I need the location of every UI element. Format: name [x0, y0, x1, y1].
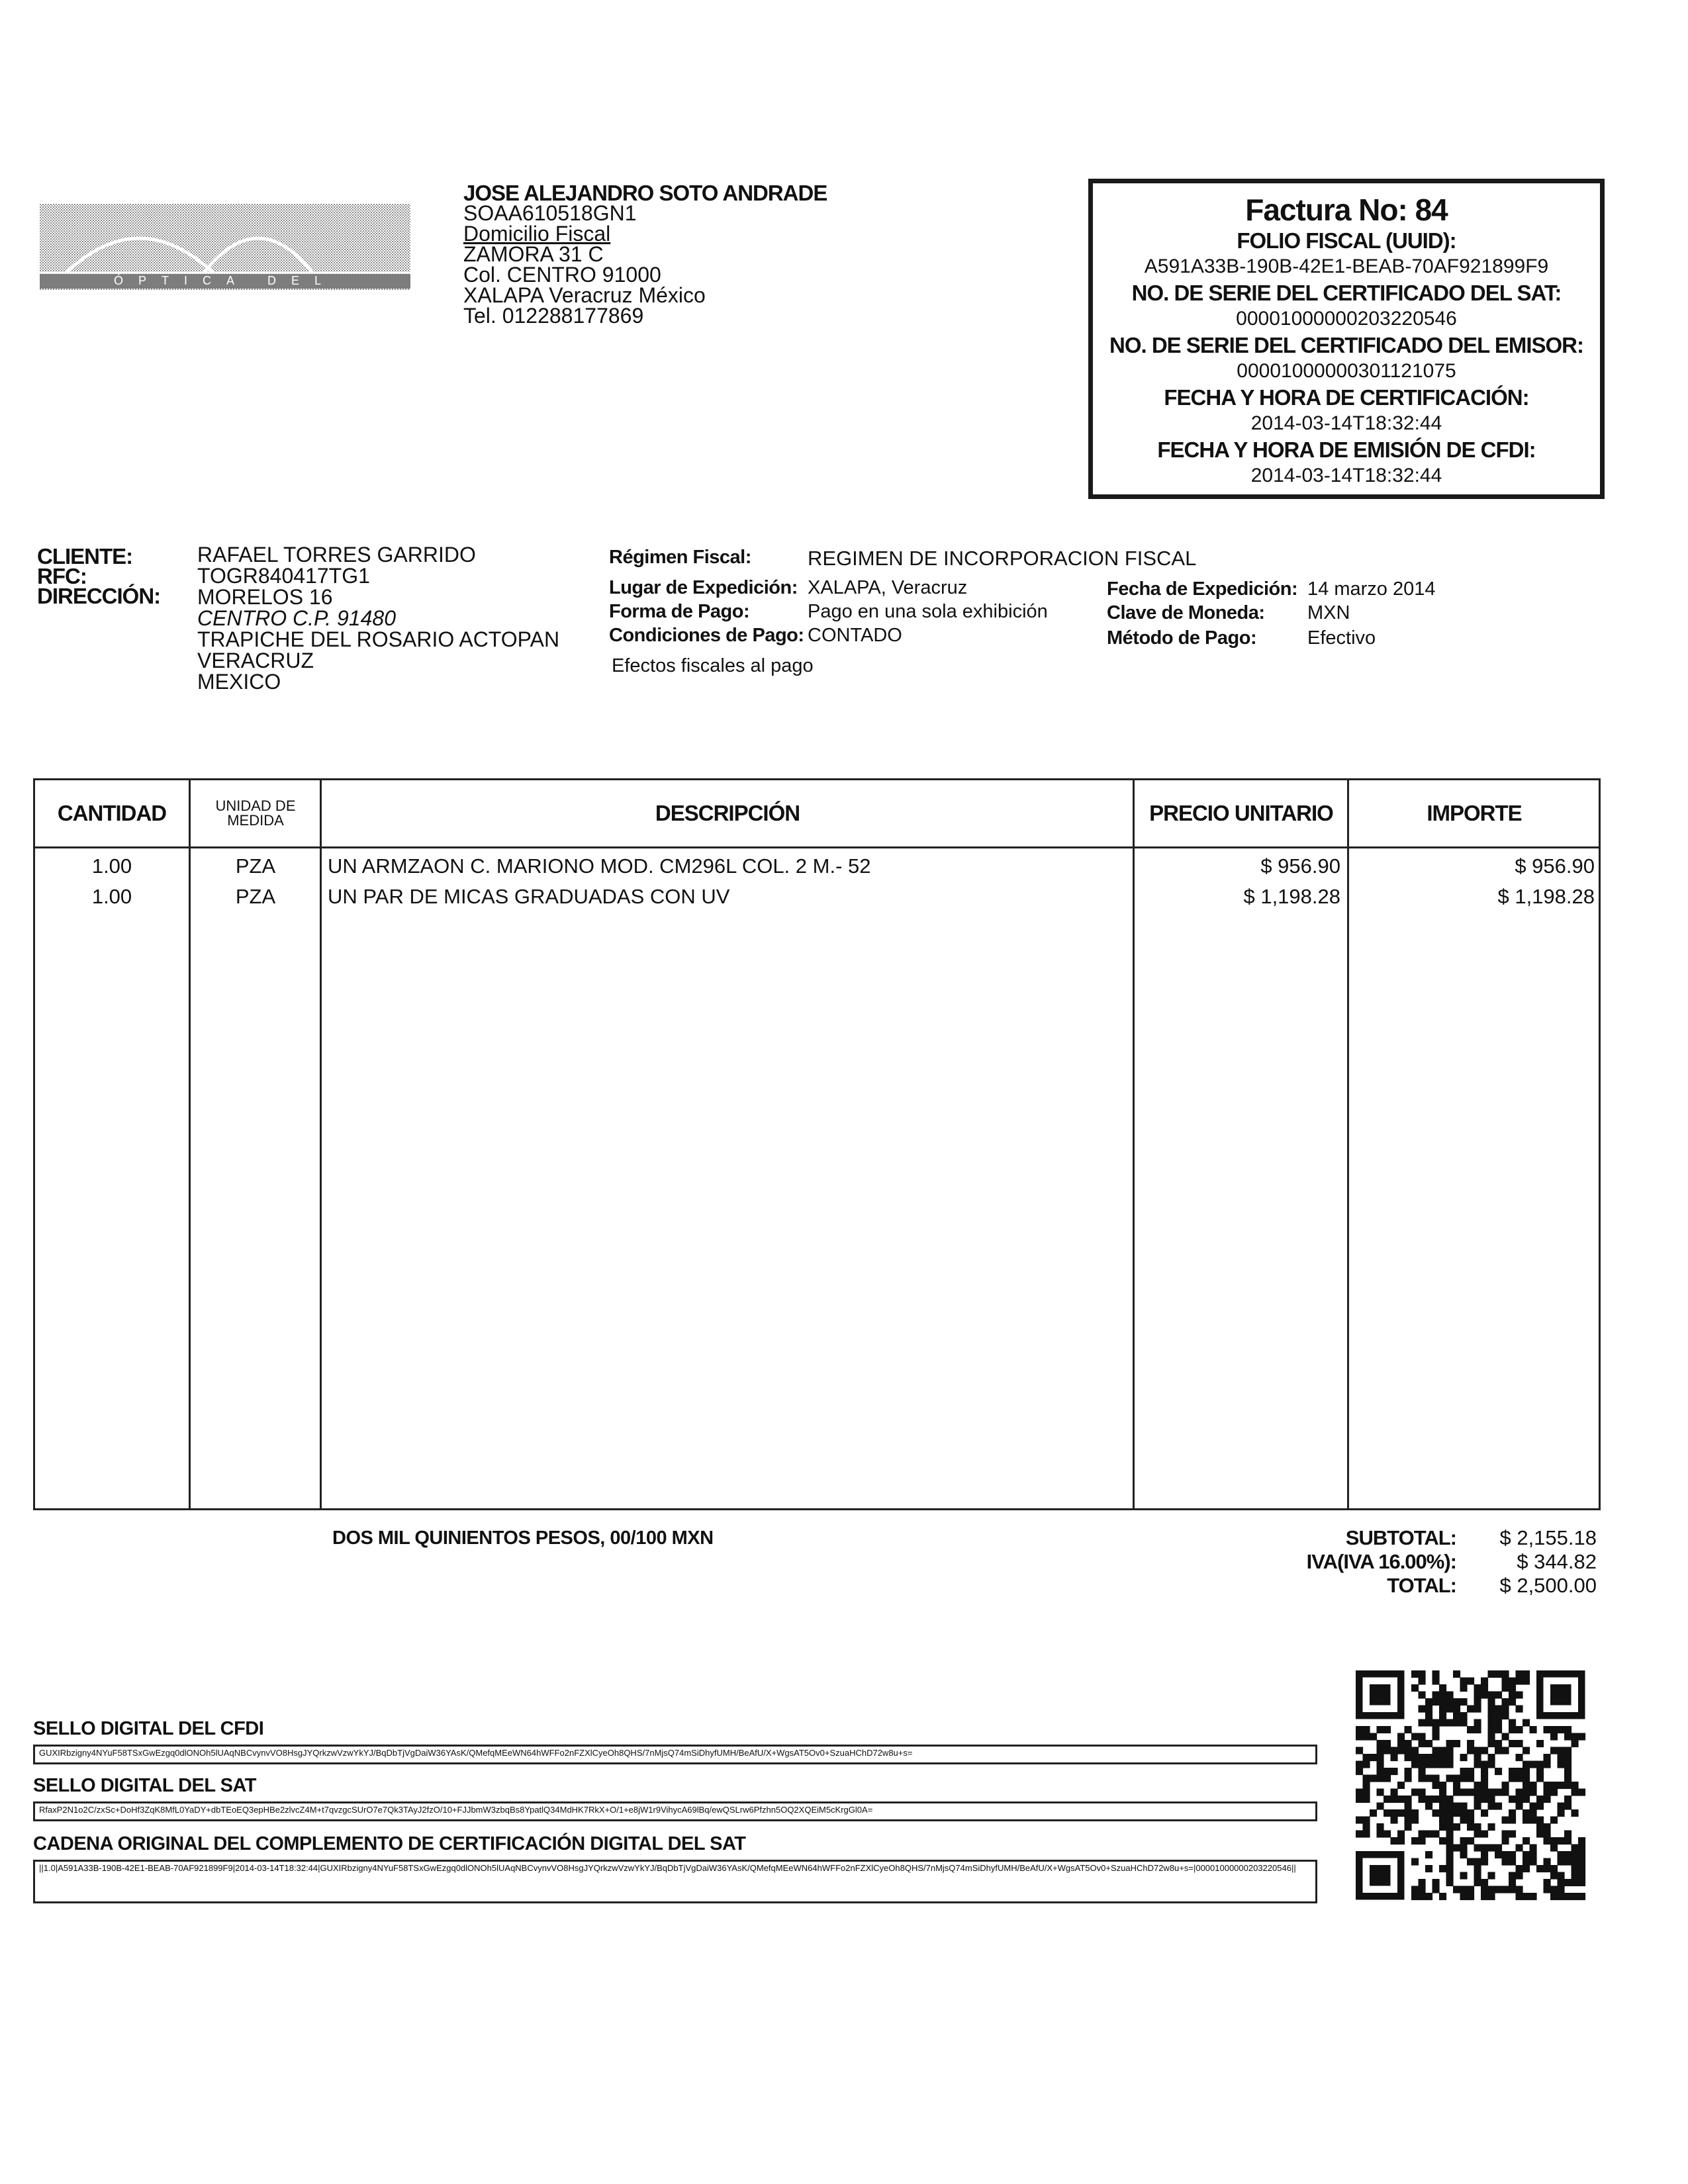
serie-sat-value: 00001000000203220546	[1236, 308, 1457, 330]
client-state: VERACRUZ	[197, 649, 314, 672]
issuer-street: ZAMORA 31 C	[463, 242, 604, 266]
sello-cfdi-value: GUXIRbzigny4NYuF58TSxGwEzgq0dlONOh5lUAqNBCvynvVO8HsgJYQrkzwVzwYkYJ/BqDbTjVgDaiW36YAsK/QMefqMEeWN64hWFFo2nFZXlCyeOh8QHS/7nMjsQ74mSiDhyfUMH/BeAfU/X+WgsAT5Ov0+SzuaHChD72w8u+s=	[33, 1745, 1317, 1764]
total-label: TOTAL:	[1387, 1574, 1456, 1597]
serie-emisor-label: NO. DE SERIE DEL CERTIFICADO DEL EMISOR:	[1109, 333, 1584, 357]
row2-cantidad: 1.00	[91, 885, 132, 908]
client-country: MEXICO	[197, 670, 281, 694]
items-table	[33, 778, 1601, 1510]
issuer-name: JOSE ALEJANDRO SOTO ANDRADE	[463, 181, 827, 205]
efectos-fiscales: Efectos fiscales al pago	[612, 655, 814, 676]
fecha-cert-label: FECHA Y HORA DE CERTIFICACIÓN:	[1164, 385, 1529, 410]
forma-value: Pago en una sola exhibición	[808, 601, 1048, 622]
table-header-divider	[35, 846, 1599, 848]
fecha-emision-label: FECHA Y HORA DE EMISIÓN DE CFDI:	[1157, 437, 1536, 462]
condiciones-value: CONTADO	[808, 625, 902, 646]
factura-info-box	[1088, 179, 1605, 499]
sello-sat-label: SELLO DIGITAL DEL SAT	[33, 1775, 256, 1796]
issuer-city: XALAPA Veracruz México	[463, 283, 706, 307]
subtotal-label: SUBTOTAL:	[1345, 1526, 1456, 1549]
factura-title: Factura No: 84	[1245, 193, 1448, 227]
row1-descripcion: UN ARMZAON C. MARIONO MOD. CM296L COL. 2 M.- 52	[328, 854, 871, 878]
row1-precio: $ 956.90	[1260, 854, 1340, 878]
row2-importe: $ 1,198.28	[1497, 885, 1595, 908]
direccion-label: DIRECCIÓN:	[37, 584, 161, 608]
fecha-exp-label: Fecha de Expedición:	[1107, 578, 1298, 600]
regimen-label: Régimen Fiscal:	[609, 547, 751, 568]
fecha-emision-value: 2014-03-14T18:32:44	[1250, 465, 1442, 486]
table-divider	[189, 780, 191, 1508]
fecha-cert-value: 2014-03-14T18:32:44	[1250, 412, 1442, 434]
metodo-value: Efectivo	[1307, 627, 1376, 649]
client-street: MORELOS 16	[197, 585, 333, 609]
logo-text: ÓPTICA DEL CORREO	[113, 274, 337, 303]
issuer-colony: Col. CENTRO 91000	[463, 263, 661, 287]
table-divider	[1347, 780, 1349, 1508]
forma-label: Forma de Pago:	[609, 601, 750, 622]
moneda-label: Clave de Moneda:	[1107, 602, 1265, 623]
cadena-label: CADENA ORIGINAL DEL COMPLEMENTO DE CERTIFICACIÓN DIGITAL DEL SAT	[33, 1833, 746, 1854]
issuer-block	[463, 183, 827, 326]
issuer-rfc: SOAA610518GN1	[463, 201, 637, 225]
lugar-value: XALAPA, Veracruz	[808, 577, 968, 598]
row2-unidad: PZA	[235, 885, 276, 908]
metodo-label: Método de Pago:	[1107, 627, 1257, 649]
row1-importe: $ 956.90	[1515, 854, 1595, 878]
total-value: $ 2,500.00	[1499, 1574, 1597, 1597]
lugar-label: Lugar de Expedición:	[609, 577, 798, 598]
iva-label: IVA(IVA 16.00%):	[1306, 1550, 1456, 1573]
iva-value: $ 344.82	[1517, 1550, 1597, 1573]
qr-code-icon	[1356, 1670, 1587, 1903]
header-cantidad: CANTIDAD	[57, 801, 167, 825]
client-colony: CENTRO C.P. 91480	[197, 606, 396, 630]
row1-cantidad: 1.00	[91, 854, 132, 878]
row2-descripcion: UN PAR DE MICAS GRADUADAS CON UV	[328, 885, 730, 908]
fecha-exp-value: 14 marzo 2014	[1307, 578, 1436, 600]
header-unidad: UNIDAD DE MEDIDA	[215, 797, 296, 829]
condiciones-label: Condiciones de Pago:	[609, 625, 804, 646]
serie-sat-label: NO. DE SERIE DEL CERTIFICADO DEL SAT:	[1131, 281, 1562, 305]
folio-value: A591A33B-190B-42E1-BEAB-70AF921899F9	[1144, 255, 1549, 277]
amount-in-words: DOS MIL QUINIENTOS PESOS, 00/100 MXN	[332, 1527, 714, 1549]
header-precio: PRECIO UNITARIO	[1149, 801, 1333, 825]
domicilio-label: Domicilio Fiscal	[463, 222, 611, 246]
subtotal-value: $ 2,155.18	[1499, 1526, 1597, 1549]
moneda-value: MXN	[1307, 602, 1350, 623]
client-rfc: TOGR840417TG1	[197, 564, 370, 588]
optica-logo-icon	[40, 204, 410, 303]
folio-label: FOLIO FISCAL (UUID):	[1237, 228, 1456, 253]
header-descripcion: DESCRIPCIÓN	[655, 801, 800, 825]
client-block	[197, 544, 559, 692]
client-name: RAFAEL TORRES GARRIDO	[197, 543, 476, 567]
cliente-label: CLIENTE:	[37, 544, 133, 569]
issuer-phone: Tel. 012288177869	[463, 304, 644, 328]
table-divider	[1133, 780, 1135, 1508]
sello-cfdi-label: SELLO DIGITAL DEL CFDI	[33, 1718, 264, 1739]
rfc-label: RFC:	[37, 564, 87, 588]
sello-sat-value: RfaxP2N1o2C/zxSc+DoHf3ZqK8MfL0YaDY+dbTEoEQ3epHBe2zlvcZ4M+t7qvzgcSUrO7e7Qk3TAyJ2fzO/10+FJJbmW3zbqBs8YpatlQ34MdHK7RkX+O/1+e8jW1r9VihycA69lBq/ewQSLrw6Pfzhn5OQ2XQEiM5cKrgGl0A=	[33, 1801, 1317, 1821]
row1-unidad: PZA	[235, 854, 276, 878]
cadena-value: ||1.0|A591A33B-190B-42E1-BEAB-70AF921899F9|2014-03-14T18:32:44|GUXIRbzigny4NYuF58TSxGwEzgq0dlONOh5lUAqNBCvynvVO8HsgJYQrkzwVzwYkYJ/BqDbTjVgDaiW36YAsK/QMefqMEeWN64hWFFo2nFZXlCyeOh8QHS/7nMjsQ74mSiDhyfUMH/BeAfU/X+WgsAT5Ov0+SzuaHChD72w8u+s=|00001000000203220546||	[33, 1860, 1317, 1903]
row2-precio: $ 1,198.28	[1243, 885, 1340, 908]
table-divider	[320, 780, 322, 1508]
header-importe: IMPORTE	[1427, 801, 1522, 825]
serie-emisor-value: 00001000000301121075	[1237, 360, 1456, 382]
client-locality: TRAPICHE DEL ROSARIO ACTOPAN	[197, 627, 560, 651]
regimen-value: REGIMEN DE INCORPORACION FISCAL	[808, 547, 1197, 570]
